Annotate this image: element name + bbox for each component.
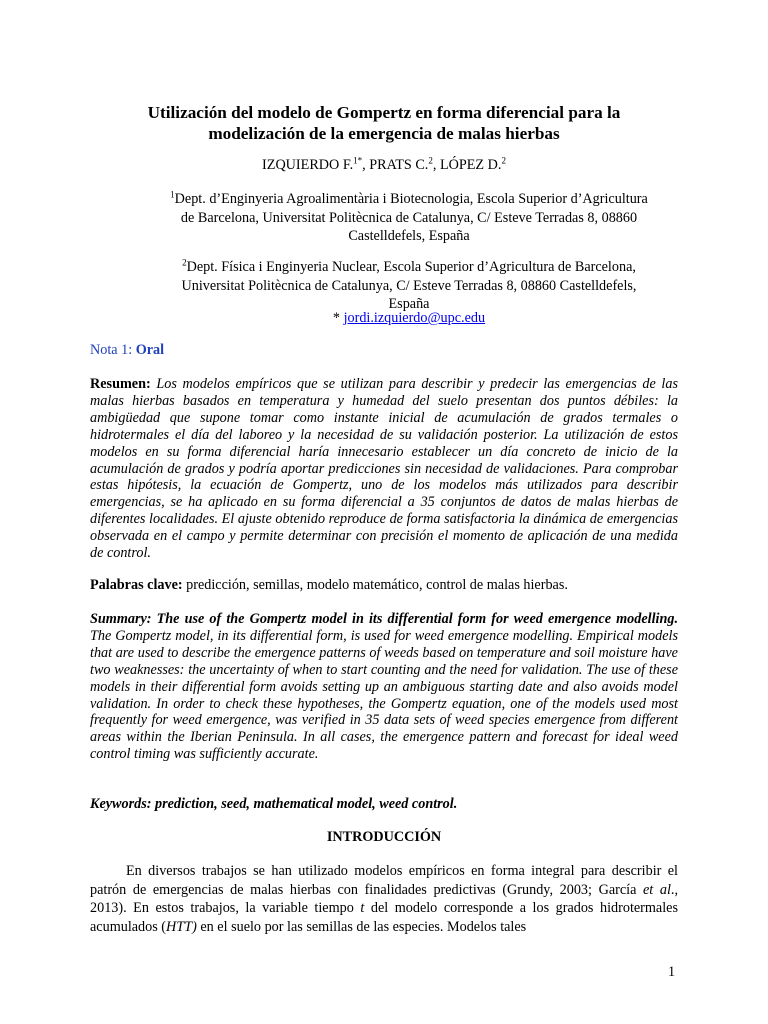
summary-paragraph: [90, 611, 678, 763]
introduccion-paragraph: [90, 862, 678, 936]
nota-value: Oral: [135, 342, 165, 358]
intro-text-4: en el suelo por las semillas de las especies. Modelos tales: [196, 918, 527, 935]
author-1-affiliation-mark: 1*: [353, 155, 363, 166]
affiliation-1-mark: 1: [170, 189, 175, 200]
keywords-paragraph: [90, 796, 678, 813]
affiliation-2-line-2: Universitat Politècnica de Catalunya, C/ Esteve Terradas 8, 08860 Castelldefels,: [181, 277, 637, 294]
author-3-affiliation-mark: 2: [501, 155, 506, 166]
nota-label: Nota 1:: [90, 342, 136, 358]
page-number: 1: [668, 964, 676, 980]
intro-text-2: ., 2013). En estos trabajos, la variable tiempo: [90, 881, 678, 917]
corresponding-email: [148, 309, 670, 327]
author-2-affiliation-mark: 2: [428, 155, 433, 166]
intro-text-1: En diversos trabajos se han utilizado modelos empíricos en forma integral para describir el patrón de emergencias de malas hierbas con finalidades predictivas (Grundy, 2003; García: [90, 863, 678, 898]
palabras-clave-text: predicción, semillas, modelo matemático, control de malas hierbas.: [182, 577, 568, 593]
email-link[interactable]: jordi.izquierdo@upc.edu: [343, 310, 486, 326]
affiliation-2: [148, 258, 670, 314]
author-list: [90, 156, 678, 174]
author-1: IZQUIERDO F.: [262, 157, 354, 173]
resumen-text: Los modelos empíricos que se utilizan para describir y predecir las emergencias de las malas hierbas basados en temperatura y humedad del suelo presentan dos puntos débiles: la ambigüedad que supone tomar como instante inicial de acumulación de grados termales o hidrotermales el día del laboreo y la necesidad de su validación posterior. La utilización de estos modelos en su forma diferencial haría innecesario establecer un día concreto de inicio de la acumulación de grados y podría aportar predicciones sin necesidad de validaciones. Para comprobar estas hipótesis, la ecuación de Gompertz, uno de los modelos más utilizados para describir emergencias, se ha aplicado en su forma diferencial a 35 conjuntos de datos de malas hierbas de diferentes localidades. El ajuste obtenido reproduce de forma satisfactoria la dinámica de emergencias observada en el campo y permite determinar con precisión el momento de aplicación de una medida de control.: [90, 376, 678, 562]
introduccion-heading: INTRODUCCIÓN: [326, 829, 442, 845]
intro-et-al: et al: [643, 881, 671, 898]
affiliation-1-line-1: Dept. d’Enginyeria Agroalimentària i Biotecnologia, Escola Superior d’Agricultura: [174, 191, 648, 207]
intro-htt: HTT): [166, 918, 197, 935]
author-2: , PRATS C.: [362, 157, 429, 173]
affiliation-1-line-2: de Barcelona, Universitat Politècnica de Catalunya, C/ Esteve Terradas 8, 08860: [180, 209, 638, 226]
presentation-note: [90, 342, 164, 359]
affiliation-1: [148, 190, 670, 246]
resumen-paragraph: [90, 376, 678, 562]
intro-text-3: del modelo corresponde a los grados hidrotermales acumulados (: [90, 900, 678, 935]
summary-text: The Gompertz model, in its differential form, is used for weed emergence modelling. Empirical models that are used to describe the emergence patterns of weeds based on temperature and soil moisture have two weaknesses: the uncertainty of when to start counting and the need for validation. The use of these models in their differential form avoids setting up an ambiguous starting date and also avoids model validation. In order to check these hypotheses, the Gompertz equation, one of the models used most frequently for weed emergence, was verified in 35 data sets of weed species emergence from different areas within the Iberian Peninsula. In all cases, the emergence pattern and forecast for ideal weed control timing was sufficiently accurate.: [90, 627, 678, 763]
resumen-label: Resumen:: [90, 376, 151, 392]
email-prefix: *: [332, 310, 344, 326]
paper-title: [90, 102, 678, 144]
title-line-1: Utilización del modelo de Gompertz en forma diferencial para la: [147, 103, 621, 122]
palabras-clave-paragraph: [90, 577, 678, 594]
keywords-text: Keywords: prediction, seed, mathematical model, weed control.: [90, 796, 458, 812]
title-line-2: modelización de la emergencia de malas hierbas: [208, 124, 560, 143]
affiliation-1-line-3: Castelldefels, España: [348, 228, 470, 244]
palabras-clave-label: Palabras clave:: [90, 577, 183, 593]
author-3: , LÓPEZ D.: [432, 157, 502, 173]
affiliation-2-line-1: Dept. Física i Enginyeria Nuclear, Escola Superior d’Agricultura de Barcelona,: [186, 259, 636, 275]
affiliation-2-mark: 2: [182, 257, 187, 268]
summary-label: Summary: The use of the Gompertz model in its differential form for weed emergence modelling.: [90, 611, 678, 627]
intro-t-variable: t: [360, 900, 365, 917]
affiliation-2-line-3: España: [388, 296, 430, 312]
